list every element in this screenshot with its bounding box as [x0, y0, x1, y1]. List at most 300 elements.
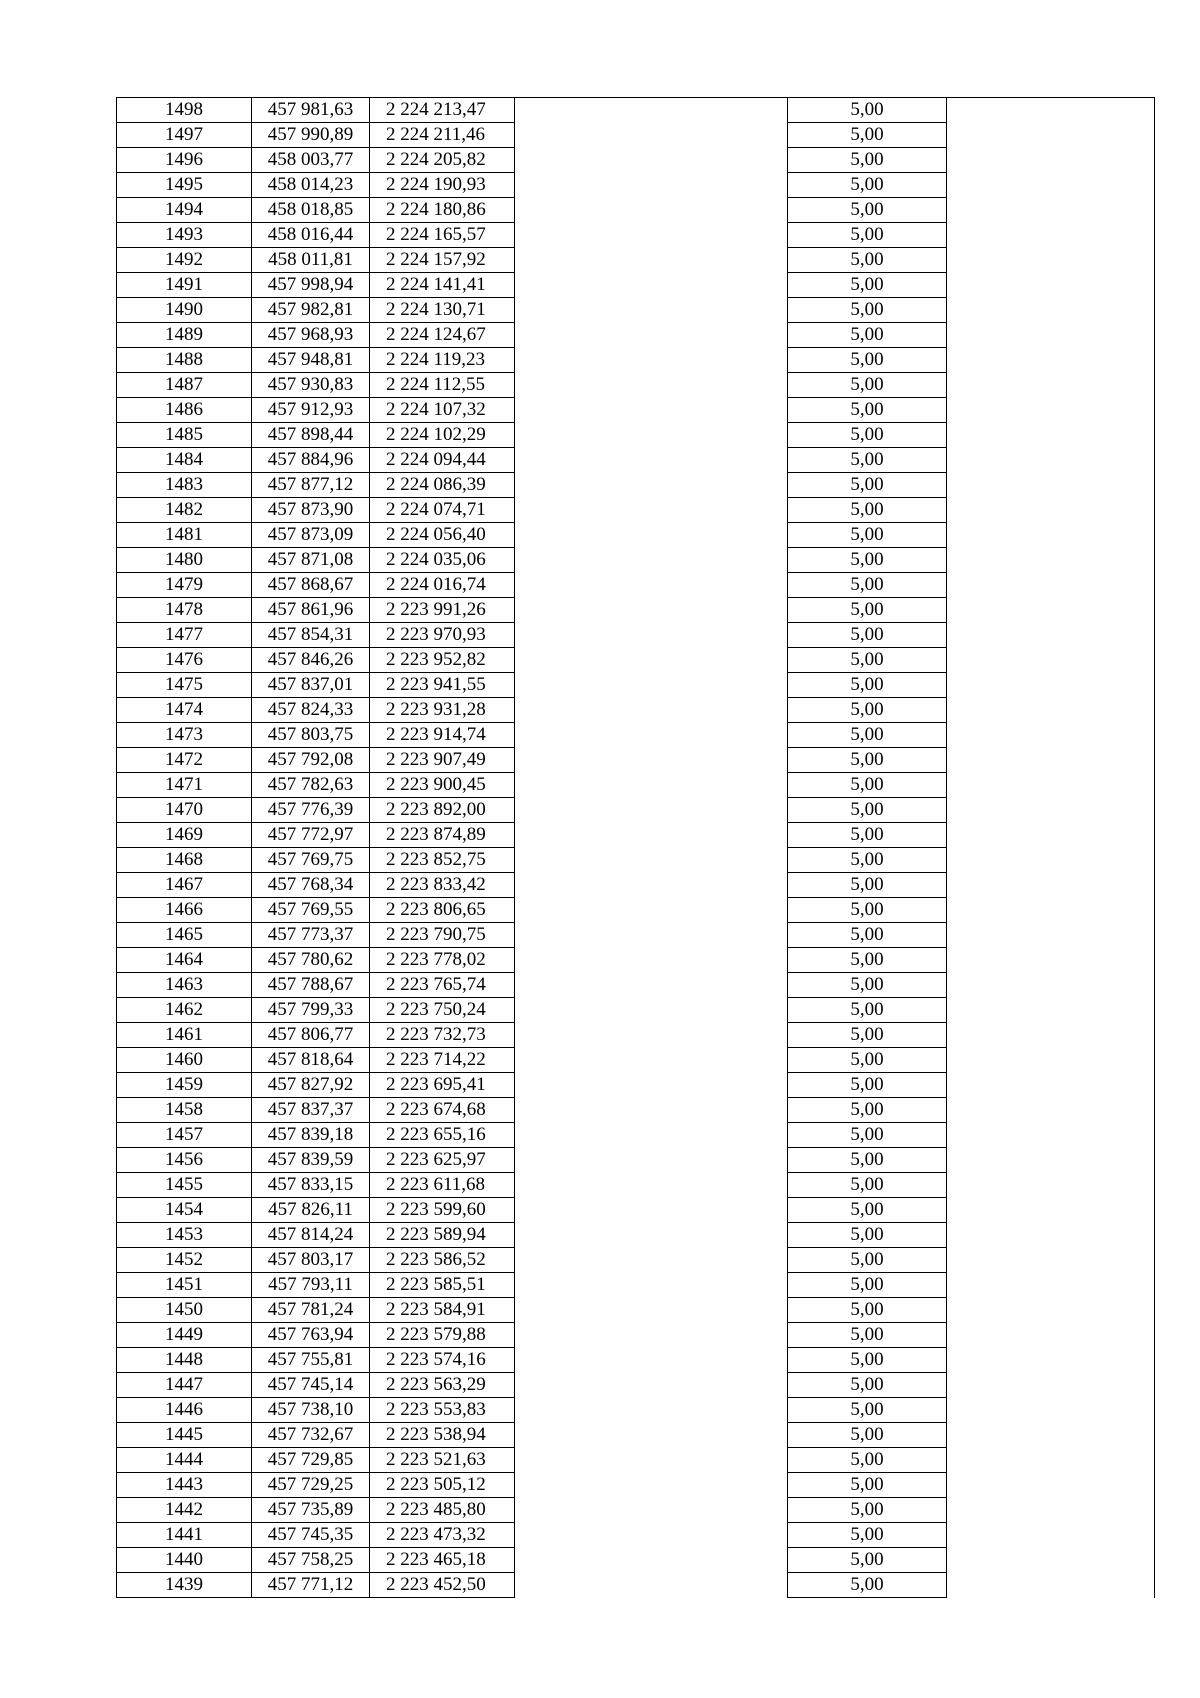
- empty-last-column-cell: [947, 673, 1155, 698]
- coordinate-x-cell: 457 873,09: [252, 523, 370, 548]
- point-number-cell: 1446: [117, 1398, 252, 1423]
- empty-column-cell: [515, 548, 788, 573]
- accuracy-value-cell: 5,00: [788, 173, 947, 198]
- empty-last-column-cell: [947, 1348, 1155, 1373]
- table-row: [117, 1298, 1155, 1323]
- coordinate-y-cell: 2 224 086,39: [370, 473, 515, 498]
- coordinate-x-cell: 457 877,12: [252, 473, 370, 498]
- table-row: [117, 1398, 1155, 1423]
- accuracy-value-cell: 5,00: [788, 1373, 947, 1398]
- empty-last-column-cell: [947, 1223, 1155, 1248]
- table-row: [117, 1448, 1155, 1473]
- coordinate-x-cell: 457 793,11: [252, 1273, 370, 1298]
- point-number-cell: 1497: [117, 123, 252, 148]
- accuracy-value-cell: 5,00: [788, 1248, 947, 1273]
- point-number-cell: 1475: [117, 673, 252, 698]
- point-number-cell: 1481: [117, 523, 252, 548]
- empty-column-cell: [515, 1198, 788, 1223]
- point-number-cell: 1478: [117, 598, 252, 623]
- coordinate-x-cell: 458 011,81: [252, 248, 370, 273]
- coordinate-x-cell: 457 930,83: [252, 373, 370, 398]
- point-number-cell: 1460: [117, 1048, 252, 1073]
- table-row: [117, 873, 1155, 898]
- empty-column-cell: [515, 598, 788, 623]
- coordinate-x-cell: 457 898,44: [252, 423, 370, 448]
- accuracy-value-cell: 5,00: [788, 1098, 947, 1123]
- coordinate-x-cell: 457 818,64: [252, 1048, 370, 1073]
- empty-column-cell: [515, 1148, 788, 1173]
- coordinate-x-cell: 457 763,94: [252, 1323, 370, 1348]
- accuracy-value-cell: 5,00: [788, 548, 947, 573]
- accuracy-value-cell: 5,00: [788, 1223, 947, 1248]
- coordinate-x-cell: 457 771,12: [252, 1573, 370, 1598]
- point-number-cell: 1485: [117, 423, 252, 448]
- point-number-cell: 1492: [117, 248, 252, 273]
- accuracy-value-cell: 5,00: [788, 523, 947, 548]
- empty-column-cell: [515, 898, 788, 923]
- empty-column-cell: [515, 348, 788, 373]
- point-number-cell: 1469: [117, 823, 252, 848]
- coordinate-x-cell: 457 755,81: [252, 1348, 370, 1373]
- table-row: [117, 1473, 1155, 1498]
- empty-column-cell: [515, 698, 788, 723]
- empty-last-column-cell: [947, 998, 1155, 1023]
- point-number-cell: 1439: [117, 1573, 252, 1598]
- coordinate-y-cell: 2 223 611,68: [370, 1173, 515, 1198]
- coordinate-x-cell: 457 839,59: [252, 1148, 370, 1173]
- empty-last-column-cell: [947, 798, 1155, 823]
- coordinate-x-cell: 457 735,89: [252, 1498, 370, 1523]
- coordinate-x-cell: 457 982,81: [252, 298, 370, 323]
- coordinate-y-cell: 2 223 852,75: [370, 848, 515, 873]
- point-number-cell: 1493: [117, 223, 252, 248]
- table-row: [117, 398, 1155, 423]
- empty-last-column-cell: [947, 848, 1155, 873]
- coordinate-x-cell: 457 981,63: [252, 98, 370, 123]
- coordinate-table: [116, 97, 1155, 1598]
- table-row: [117, 1323, 1155, 1348]
- table-row: [117, 323, 1155, 348]
- accuracy-value-cell: 5,00: [788, 1198, 947, 1223]
- empty-last-column-cell: [947, 1423, 1155, 1448]
- empty-last-column-cell: [947, 148, 1155, 173]
- point-number-cell: 1471: [117, 773, 252, 798]
- coordinate-y-cell: 2 223 473,32: [370, 1523, 515, 1548]
- empty-column-cell: [515, 323, 788, 348]
- empty-last-column-cell: [947, 423, 1155, 448]
- accuracy-value-cell: 5,00: [788, 198, 947, 223]
- empty-last-column-cell: [947, 973, 1155, 998]
- coordinate-x-cell: 458 018,85: [252, 198, 370, 223]
- coordinate-x-cell: 457 998,94: [252, 273, 370, 298]
- table-row: [117, 248, 1155, 273]
- table-row: [117, 348, 1155, 373]
- coordinate-x-cell: 457 745,35: [252, 1523, 370, 1548]
- accuracy-value-cell: 5,00: [788, 623, 947, 648]
- empty-column-cell: [515, 673, 788, 698]
- accuracy-value-cell: 5,00: [788, 1548, 947, 1573]
- table-row: [117, 423, 1155, 448]
- point-number-cell: 1448: [117, 1348, 252, 1373]
- point-number-cell: 1449: [117, 1323, 252, 1348]
- empty-column-cell: [515, 1473, 788, 1498]
- empty-last-column-cell: [947, 573, 1155, 598]
- accuracy-value-cell: 5,00: [788, 1348, 947, 1373]
- coordinate-y-cell: 2 223 505,12: [370, 1473, 515, 1498]
- coordinate-y-cell: 2 223 750,24: [370, 998, 515, 1023]
- table-row: [117, 623, 1155, 648]
- empty-last-column-cell: [947, 873, 1155, 898]
- accuracy-value-cell: 5,00: [788, 1323, 947, 1348]
- empty-column-cell: [515, 398, 788, 423]
- accuracy-value-cell: 5,00: [788, 1073, 947, 1098]
- table-row: [117, 1573, 1155, 1598]
- empty-column-cell: [515, 1548, 788, 1573]
- coordinate-y-cell: 2 223 778,02: [370, 948, 515, 973]
- accuracy-value-cell: 5,00: [788, 273, 947, 298]
- table-row: [117, 1148, 1155, 1173]
- coordinate-x-cell: 457 799,33: [252, 998, 370, 1023]
- empty-column-cell: [515, 123, 788, 148]
- coordinate-x-cell: 457 854,31: [252, 623, 370, 648]
- coordinate-x-cell: 457 745,14: [252, 1373, 370, 1398]
- coordinate-y-cell: 2 223 806,65: [370, 898, 515, 923]
- point-number-cell: 1473: [117, 723, 252, 748]
- point-number-cell: 1468: [117, 848, 252, 873]
- point-number-cell: 1458: [117, 1098, 252, 1123]
- table-row: [117, 848, 1155, 873]
- coordinate-y-cell: 2 224 205,82: [370, 148, 515, 173]
- accuracy-value-cell: 5,00: [788, 1473, 947, 1498]
- empty-last-column-cell: [947, 123, 1155, 148]
- empty-column-cell: [515, 298, 788, 323]
- accuracy-value-cell: 5,00: [788, 1523, 947, 1548]
- coordinate-y-cell: 2 224 213,47: [370, 98, 515, 123]
- empty-column-cell: [515, 623, 788, 648]
- empty-last-column-cell: [947, 1073, 1155, 1098]
- coordinate-y-cell: 2 223 674,68: [370, 1098, 515, 1123]
- empty-column-cell: [515, 1023, 788, 1048]
- point-number-cell: 1487: [117, 373, 252, 398]
- empty-column-cell: [515, 1273, 788, 1298]
- coordinate-y-cell: 2 223 538,94: [370, 1423, 515, 1448]
- accuracy-value-cell: 5,00: [788, 873, 947, 898]
- accuracy-value-cell: 5,00: [788, 148, 947, 173]
- empty-last-column-cell: [947, 298, 1155, 323]
- point-number-cell: 1440: [117, 1548, 252, 1573]
- coordinate-y-cell: 2 223 914,74: [370, 723, 515, 748]
- accuracy-value-cell: 5,00: [788, 373, 947, 398]
- point-number-cell: 1441: [117, 1523, 252, 1548]
- coordinate-y-cell: 2 224 107,32: [370, 398, 515, 423]
- table-row: [117, 223, 1155, 248]
- coordinate-y-cell: 2 223 732,73: [370, 1023, 515, 1048]
- empty-column-cell: [515, 1298, 788, 1323]
- empty-last-column-cell: [947, 1173, 1155, 1198]
- accuracy-value-cell: 5,00: [788, 1498, 947, 1523]
- empty-column-cell: [515, 1223, 788, 1248]
- point-number-cell: 1489: [117, 323, 252, 348]
- empty-last-column-cell: [947, 1373, 1155, 1398]
- coordinate-y-cell: 2 223 970,93: [370, 623, 515, 648]
- accuracy-value-cell: 5,00: [788, 1148, 947, 1173]
- point-number-cell: 1443: [117, 1473, 252, 1498]
- empty-last-column-cell: [947, 1498, 1155, 1523]
- table-row: [117, 648, 1155, 673]
- point-number-cell: 1470: [117, 798, 252, 823]
- empty-last-column-cell: [947, 1323, 1155, 1348]
- coordinate-y-cell: 2 223 695,41: [370, 1073, 515, 1098]
- empty-last-column-cell: [947, 198, 1155, 223]
- coordinate-y-cell: 2 223 625,97: [370, 1148, 515, 1173]
- table-row: [117, 998, 1155, 1023]
- coordinate-y-cell: 2 224 035,06: [370, 548, 515, 573]
- empty-column-cell: [515, 523, 788, 548]
- table-row: [117, 598, 1155, 623]
- coordinate-x-cell: 457 782,63: [252, 773, 370, 798]
- empty-column-cell: [515, 1248, 788, 1273]
- point-number-cell: 1452: [117, 1248, 252, 1273]
- empty-last-column-cell: [947, 1548, 1155, 1573]
- accuracy-value-cell: 5,00: [788, 423, 947, 448]
- empty-column-cell: [515, 1173, 788, 1198]
- empty-last-column-cell: [947, 648, 1155, 673]
- table-row: [117, 1548, 1155, 1573]
- empty-column-cell: [515, 448, 788, 473]
- accuracy-value-cell: 5,00: [788, 348, 947, 373]
- point-number-cell: 1490: [117, 298, 252, 323]
- empty-last-column-cell: [947, 173, 1155, 198]
- empty-last-column-cell: [947, 1123, 1155, 1148]
- coordinate-x-cell: 457 803,75: [252, 723, 370, 748]
- accuracy-value-cell: 5,00: [788, 1123, 947, 1148]
- empty-column-cell: [515, 1448, 788, 1473]
- coordinate-x-cell: 457 827,92: [252, 1073, 370, 1098]
- coordinate-x-cell: 457 758,25: [252, 1548, 370, 1573]
- table-row: [117, 298, 1155, 323]
- coordinate-y-cell: 2 224 211,46: [370, 123, 515, 148]
- empty-column-cell: [515, 873, 788, 898]
- coordinate-x-cell: 457 806,77: [252, 1023, 370, 1048]
- table-row: [117, 898, 1155, 923]
- empty-last-column-cell: [947, 398, 1155, 423]
- table-row: [117, 98, 1155, 123]
- table-row: [117, 948, 1155, 973]
- table-row: [117, 198, 1155, 223]
- empty-last-column-cell: [947, 1198, 1155, 1223]
- empty-last-column-cell: [947, 1473, 1155, 1498]
- point-number-cell: 1484: [117, 448, 252, 473]
- coordinate-x-cell: 457 948,81: [252, 348, 370, 373]
- coordinate-y-cell: 2 223 833,42: [370, 873, 515, 898]
- coordinate-y-cell: 2 224 056,40: [370, 523, 515, 548]
- point-number-cell: 1461: [117, 1023, 252, 1048]
- coordinate-x-cell: 457 781,24: [252, 1298, 370, 1323]
- coordinate-table-body: [117, 98, 1155, 1598]
- accuracy-value-cell: 5,00: [788, 898, 947, 923]
- accuracy-value-cell: 5,00: [788, 123, 947, 148]
- empty-column-cell: [515, 1073, 788, 1098]
- accuracy-value-cell: 5,00: [788, 923, 947, 948]
- table-row: [117, 748, 1155, 773]
- coordinate-y-cell: 2 224 119,23: [370, 348, 515, 373]
- coordinate-x-cell: 458 003,77: [252, 148, 370, 173]
- coordinate-y-cell: 2 224 094,44: [370, 448, 515, 473]
- empty-column-cell: [515, 1423, 788, 1448]
- table-row: [117, 1048, 1155, 1073]
- coordinate-y-cell: 2 223 574,16: [370, 1348, 515, 1373]
- coordinate-x-cell: 457 884,96: [252, 448, 370, 473]
- coordinate-x-cell: 457 912,93: [252, 398, 370, 423]
- coordinate-y-cell: 2 224 180,86: [370, 198, 515, 223]
- coordinate-x-cell: 457 803,17: [252, 1248, 370, 1273]
- point-number-cell: 1457: [117, 1123, 252, 1148]
- table-row: [117, 1273, 1155, 1298]
- empty-last-column-cell: [947, 898, 1155, 923]
- empty-column-cell: [515, 148, 788, 173]
- empty-last-column-cell: [947, 598, 1155, 623]
- coordinate-x-cell: 457 846,26: [252, 648, 370, 673]
- accuracy-value-cell: 5,00: [788, 723, 947, 748]
- coordinate-y-cell: 2 223 485,80: [370, 1498, 515, 1523]
- accuracy-value-cell: 5,00: [788, 1423, 947, 1448]
- empty-column-cell: [515, 1123, 788, 1148]
- point-number-cell: 1498: [117, 98, 252, 123]
- coordinate-y-cell: 2 223 790,75: [370, 923, 515, 948]
- empty-last-column-cell: [947, 1048, 1155, 1073]
- accuracy-value-cell: 5,00: [788, 1173, 947, 1198]
- empty-column-cell: [515, 748, 788, 773]
- coordinate-y-cell: 2 223 874,89: [370, 823, 515, 848]
- table-row: [117, 823, 1155, 848]
- accuracy-value-cell: 5,00: [788, 573, 947, 598]
- accuracy-value-cell: 5,00: [788, 448, 947, 473]
- accuracy-value-cell: 5,00: [788, 698, 947, 723]
- empty-last-column-cell: [947, 823, 1155, 848]
- coordinate-y-cell: 2 223 452,50: [370, 1573, 515, 1598]
- accuracy-value-cell: 5,00: [788, 998, 947, 1023]
- point-number-cell: 1462: [117, 998, 252, 1023]
- coordinate-y-cell: 2 223 579,88: [370, 1323, 515, 1348]
- empty-column-cell: [515, 848, 788, 873]
- coordinate-x-cell: 457 871,08: [252, 548, 370, 573]
- accuracy-value-cell: 5,00: [788, 248, 947, 273]
- empty-column-cell: [515, 1048, 788, 1073]
- coordinate-x-cell: 457 788,67: [252, 973, 370, 998]
- table-row: [117, 923, 1155, 948]
- empty-column-cell: [515, 1398, 788, 1423]
- empty-column-cell: [515, 1498, 788, 1523]
- accuracy-value-cell: 5,00: [788, 473, 947, 498]
- point-number-cell: 1451: [117, 1273, 252, 1298]
- table-row: [117, 698, 1155, 723]
- empty-column-cell: [515, 1373, 788, 1398]
- empty-column-cell: [515, 648, 788, 673]
- coordinate-x-cell: 457 792,08: [252, 748, 370, 773]
- point-number-cell: 1480: [117, 548, 252, 573]
- coordinate-y-cell: 2 223 892,00: [370, 798, 515, 823]
- accuracy-value-cell: 5,00: [788, 973, 947, 998]
- empty-last-column-cell: [947, 273, 1155, 298]
- coordinate-x-cell: 457 780,62: [252, 948, 370, 973]
- table-row: [117, 1223, 1155, 1248]
- point-number-cell: 1459: [117, 1073, 252, 1098]
- accuracy-value-cell: 5,00: [788, 1398, 947, 1423]
- accuracy-value-cell: 5,00: [788, 673, 947, 698]
- table-row: [117, 673, 1155, 698]
- coordinate-x-cell: 457 826,11: [252, 1198, 370, 1223]
- accuracy-value-cell: 5,00: [788, 948, 947, 973]
- point-number-cell: 1495: [117, 173, 252, 198]
- table-row: [117, 373, 1155, 398]
- coordinate-x-cell: 457 968,93: [252, 323, 370, 348]
- coordinate-x-cell: 457 729,25: [252, 1473, 370, 1498]
- coordinate-y-cell: 2 224 102,29: [370, 423, 515, 448]
- point-number-cell: 1450: [117, 1298, 252, 1323]
- accuracy-value-cell: 5,00: [788, 1573, 947, 1598]
- empty-column-cell: [515, 973, 788, 998]
- coordinate-y-cell: 2 224 112,55: [370, 373, 515, 398]
- coordinate-y-cell: 2 223 589,94: [370, 1223, 515, 1248]
- empty-column-cell: [515, 98, 788, 123]
- coordinate-y-cell: 2 223 714,22: [370, 1048, 515, 1073]
- empty-column-cell: [515, 423, 788, 448]
- table-row: [117, 1123, 1155, 1148]
- empty-column-cell: [515, 1348, 788, 1373]
- coordinate-x-cell: 458 014,23: [252, 173, 370, 198]
- table-row: [117, 1423, 1155, 1448]
- accuracy-value-cell: 5,00: [788, 823, 947, 848]
- table-row: [117, 573, 1155, 598]
- empty-column-cell: [515, 1573, 788, 1598]
- coordinate-y-cell: 2 223 584,91: [370, 1298, 515, 1323]
- table-row: [117, 1198, 1155, 1223]
- accuracy-value-cell: 5,00: [788, 1273, 947, 1298]
- coordinate-y-cell: 2 224 124,67: [370, 323, 515, 348]
- empty-column-cell: [515, 223, 788, 248]
- coordinate-y-cell: 2 223 991,26: [370, 598, 515, 623]
- empty-column-cell: [515, 573, 788, 598]
- empty-last-column-cell: [947, 98, 1155, 123]
- table-row: [117, 523, 1155, 548]
- accuracy-value-cell: 5,00: [788, 498, 947, 523]
- point-number-cell: 1444: [117, 1448, 252, 1473]
- table-row: [117, 448, 1155, 473]
- point-number-cell: 1479: [117, 573, 252, 598]
- empty-last-column-cell: [947, 1248, 1155, 1273]
- coordinate-x-cell: 457 861,96: [252, 598, 370, 623]
- coordinate-x-cell: 457 773,37: [252, 923, 370, 948]
- coordinate-y-cell: 2 224 190,93: [370, 173, 515, 198]
- table-row: [117, 148, 1155, 173]
- table-row: [117, 273, 1155, 298]
- point-number-cell: 1454: [117, 1198, 252, 1223]
- empty-column-cell: [515, 373, 788, 398]
- point-number-cell: 1463: [117, 973, 252, 998]
- table-row: [117, 498, 1155, 523]
- empty-column-cell: [515, 198, 788, 223]
- point-number-cell: 1476: [117, 648, 252, 673]
- coordinate-y-cell: 2 223 521,63: [370, 1448, 515, 1473]
- point-number-cell: 1442: [117, 1498, 252, 1523]
- point-number-cell: 1467: [117, 873, 252, 898]
- accuracy-value-cell: 5,00: [788, 773, 947, 798]
- coordinate-y-cell: 2 224 141,41: [370, 273, 515, 298]
- point-number-cell: 1474: [117, 698, 252, 723]
- table-row: [117, 123, 1155, 148]
- coordinate-x-cell: 457 833,15: [252, 1173, 370, 1198]
- empty-last-column-cell: [947, 1098, 1155, 1123]
